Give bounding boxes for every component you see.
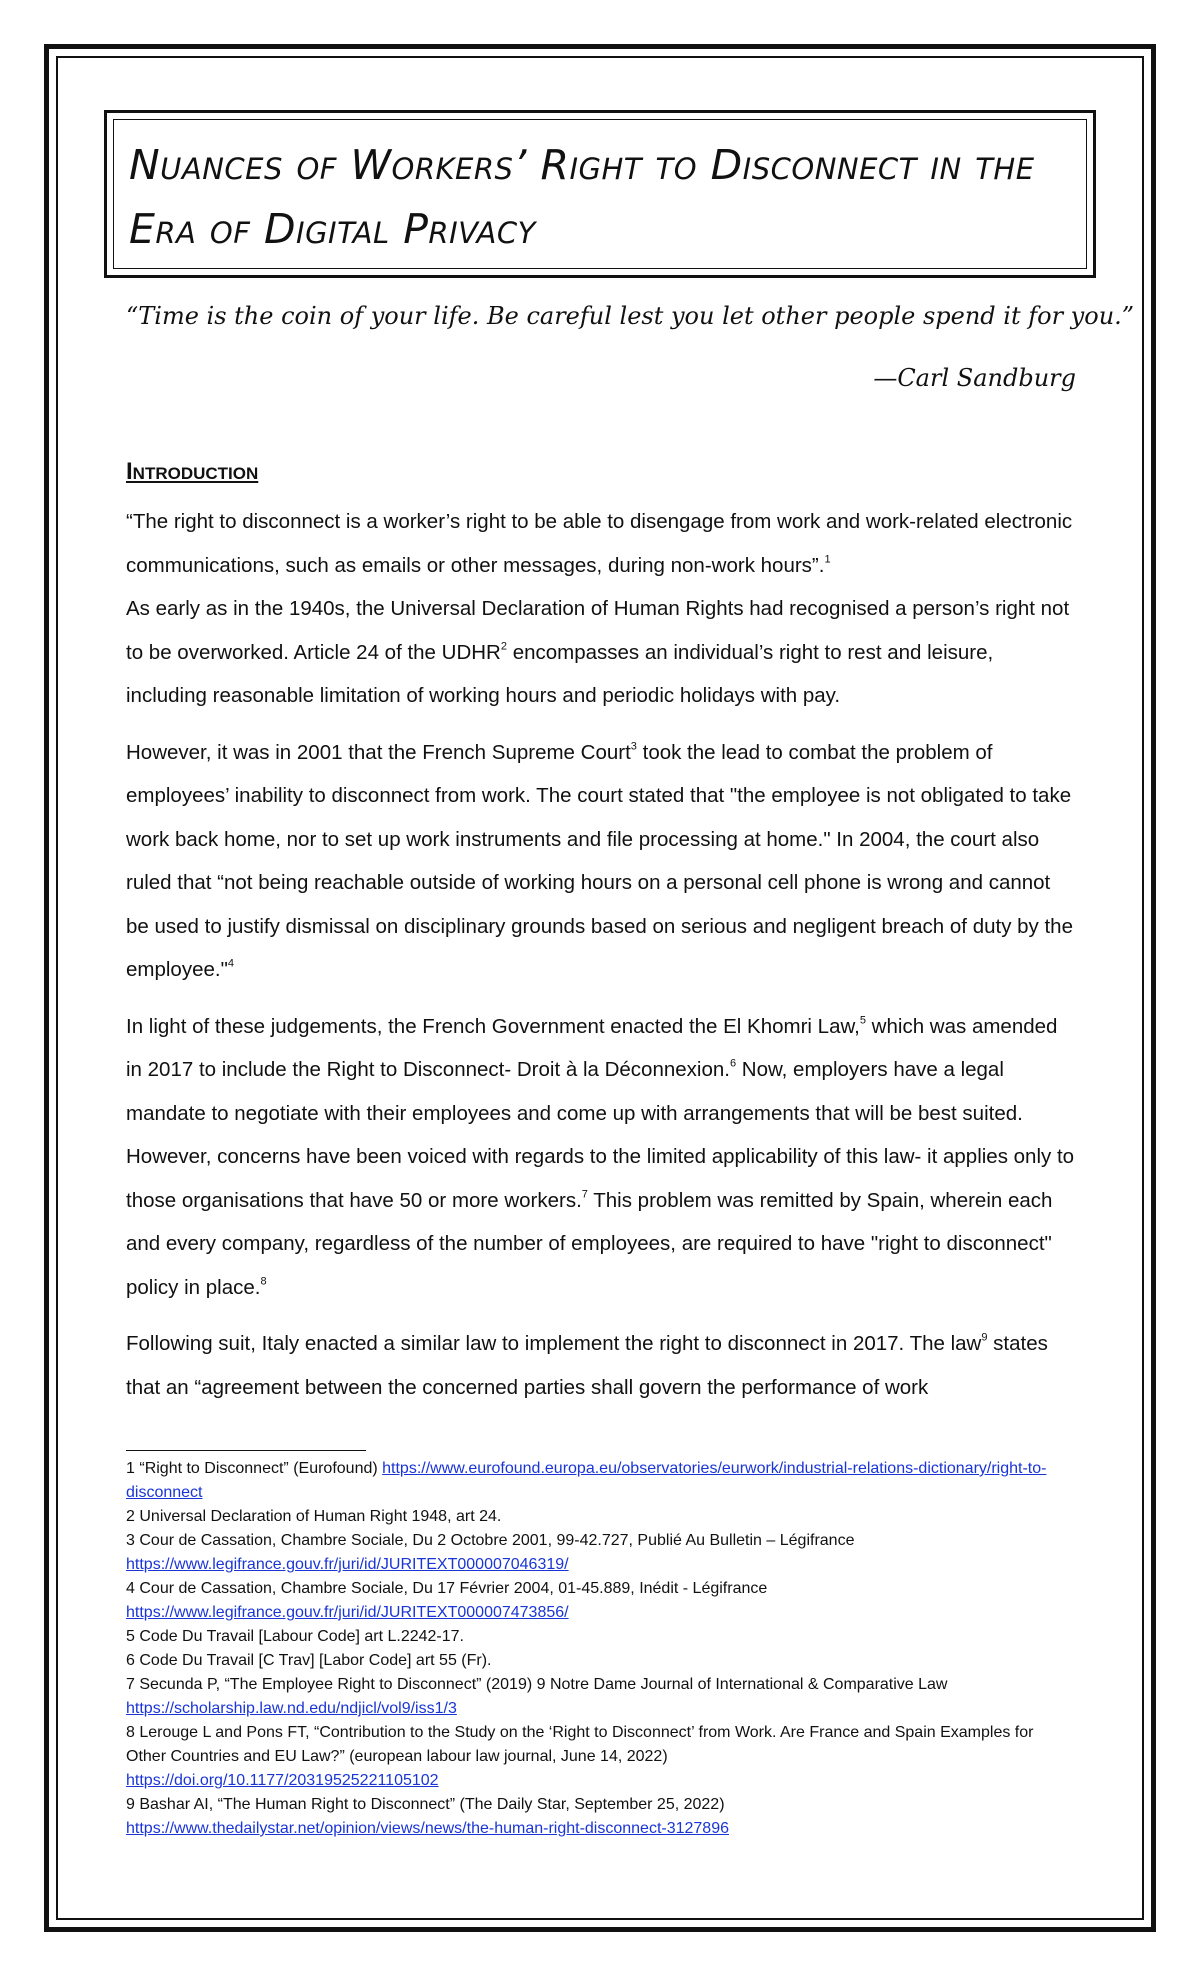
paragraph-text: Following suit, Italy enacted a similar law to implement the right to disconnect in 2017. The law [126,1332,982,1355]
footnote-number: 5 [126,1628,135,1645]
paragraph-text: This problem was remitted by Spain, wherein each and every company, regardless of the number of employees, are required to have "right to disconnect" policy in place. [126,1188,1053,1299]
paragraph-text: states that an “agreement between the concerned parties shall govern the performance of work [126,1332,1048,1399]
paragraph-text: However, it was in 2001 that the French Supreme Court [126,740,631,764]
footnote-6 [126,1649,1076,1673]
section-heading: Introduction [126,458,259,485]
paragraph-text: encompasses an individual’s right to rest and leisure, including reasonable limitation of working hours and periodic holidays with pay. [126,640,994,707]
paragraph-text: Now, employers have a legal mandate to negotiate with their employees and come up with arrangements that will be best suited. However, concerns have been voiced with regards to the limited applicability of this law- it applies only to those organisations that have 50 or more workers. [126,1058,1075,1212]
footnote-7 [126,1673,1076,1721]
paragraph-text: In light of these judgements, the French Government enacted the El Khomri Law, [126,1014,860,1038]
footnote-9 [126,1793,1076,1841]
footnote-text: Bashar AI, “The Human Right to Disconnect” (The Daily Star, September 25, 2022) [139,1796,725,1813]
footnote-number: 3 [126,1532,135,1549]
footnote-ref[interactable]: 5 [859,1014,866,1027]
footnote-number: 2 [126,1508,135,1525]
footnote-ref[interactable]: 7 [581,1188,588,1201]
footnote-4 [126,1577,1076,1625]
footnote-ref[interactable]: 1 [824,553,831,566]
epigraph-quote: “Time is the coin of your life. Be careful lest you let other people spend it for you.” [126,302,1135,330]
paragraph-4 [126,1005,1076,1310]
footnote-link[interactable]: https://www.thedailystar.net/opinion/views/news/the-human-right-disconnect-3127896 [126,1820,729,1837]
footnote-link[interactable]: https://doi.org/10.1177/20319525221105102 [126,1772,439,1789]
footnote-number: 7 [126,1676,135,1693]
epigraph-attribution: —Carl Sandburg [873,364,1076,392]
paragraph-text: which was amended in 2017 to include the Right to Disconnect- Droit à la Déconnexion. [126,1014,1058,1081]
paragraph-3 [126,731,1076,992]
footnote-text: Cour de Cassation, Chambre Sociale, Du 17 Février 2004, 01-45.889, Inédit - Légifrance [139,1580,768,1597]
footnote-link[interactable]: https://www.legifrance.gouv.fr/juri/id/JURITEXT000007046319/ [126,1556,569,1573]
footnote-text: Cour de Cassation, Chambre Sociale, Du 2 Octobre 2001, 99-42.727, Publié Au Bulletin – Légifrance [139,1532,855,1549]
footnote-link[interactable]: https://scholarship.law.nd.edu/ndjicl/vol9/iss1/3 [126,1700,457,1717]
title-frame [104,110,1096,278]
footnote-text: Secunda P, “The Employee Right to Disconnect” (2019) 9 Notre Dame Journal of International & Comparative Law [139,1676,948,1693]
footnote-5 [126,1625,1076,1649]
paragraph-5 [126,1322,1076,1409]
paragraph-1 [126,500,1076,587]
footnote-ref[interactable]: 6 [729,1057,737,1070]
footnotes [126,1457,1076,1841]
footnote-link[interactable]: https://www.legifrance.gouv.fr/juri/id/JURITEXT000007473856/ [126,1604,569,1621]
footnote-number: 8 [126,1724,135,1741]
footnote-ref[interactable]: 4 [227,957,234,970]
footnote-text: “Right to Disconnect” (Eurofound) [139,1460,383,1477]
footnote-2 [126,1505,1076,1529]
article-body [126,500,1076,1409]
footnote-text: Code Du Travail [Labour Code] art L.2242-17. [139,1628,464,1645]
footnote-text: Code Du Travail [C Trav] [Labor Code] art 55 (Fr). [139,1652,492,1669]
footnote-8 [126,1721,1076,1793]
footnote-ref[interactable]: 2 [500,640,507,653]
paragraph-text: took the lead to combat the problem of employees’ inability to disconnect from work. The court stated that "the employee is not obligated to take work back home, nor to set up work instruments and file processing at home." In 2004, the court also ruled that “not being reachable outside of working hours on a personal cell phone is wrong and cannot be used to justify dismissal on disciplinary grounds based on serious and negligent breach of duty by the employee." [126,740,1073,981]
footnote-link[interactable]: https://www.eurofound.europa.eu/observatories/eurwork/industrial-relations-dictionary/right-to-disconnect [126,1460,1047,1501]
footnote-ref[interactable]: 8 [260,1275,267,1288]
footnote-ref[interactable]: 3 [630,740,637,753]
footnote-ref[interactable]: 9 [981,1331,988,1344]
footnote-3 [126,1529,1076,1577]
footnote-1 [126,1457,1076,1505]
footnote-number: 1 [126,1460,135,1477]
footnote-text: Lerouge L and Pons FT, “Contribution to the Study on the ‘Right to Disconnect’ from Work. Are France and Spain Examples for Other Countries and EU Law?” (european labour law journal, June 14, 2022) [126,1724,1034,1765]
paragraph-text: As early as in the 1940s, the Universal Declaration of Human Rights had recognised a person’s right not to be overworked. Article 24 of the UDHR [126,597,1070,664]
paragraph-2 [126,587,1076,718]
footnote-number: 6 [126,1652,135,1669]
paragraph-text: “The right to disconnect is a worker’s right to be able to disengage from work and work-related electronic communications, such as emails or other messages, during non-work hours”. [126,510,1073,577]
page-title: Nuances of Workers’ Right to Disconnect in the Era of Digital Privacy [129,141,1035,253]
footnote-number: 4 [126,1580,135,1597]
footnote-separator [126,1450,366,1451]
footnote-number: 9 [126,1796,135,1813]
footnote-text: Universal Declaration of Human Right 1948, art 24. [139,1508,502,1525]
